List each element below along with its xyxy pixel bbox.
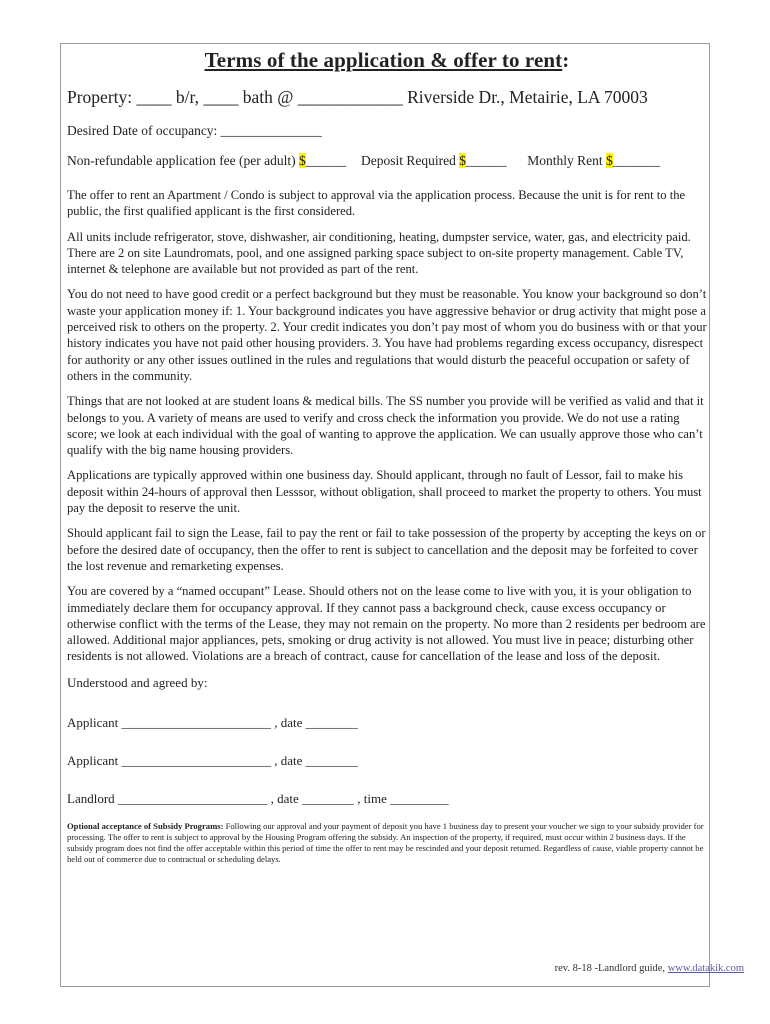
application-fee-blank: ______: [305, 153, 347, 168]
applicant-signature-line-1: Applicant _______________________ , date ________: [67, 714, 358, 730]
deposit-dollar: $: [459, 153, 467, 168]
document-title-text: Terms of the application & offer to rent: [204, 48, 563, 72]
footer-website-link[interactable]: www.datakik.com: [667, 963, 744, 974]
applicant-signature-line-2: Applicant _______________________ , date ________: [67, 752, 358, 768]
application-fee-label: Non-refundable application fee (per adult): [67, 153, 300, 168]
paragraph-included-utilities: All units include refrigerator, stove, dishwasher, air conditioning, heating, dumpster service, water, gas, and electricity paid. There are 2 on site Laundromats, pool, and one assigned parking space subject to on-site property management. Cable TV, internet & telephone are available but not provided as part of the rent.: [67, 229, 691, 277]
paragraph-background-requirements: You do not need to have good credit or a perfect background but they must be reasonable. You know your background so don’t waste your application money if: 1. Your background indicates you have aggressive behavior or drug activity that might pose a perceived risk to others on the property. 2. Your credit indicates you don’t pay most of whom you do business with or that your history indicates you have not paid other housing providers. 3. You have had problems regarding excess occupancy, disrespect for authority or any other issues outlined in the rules and regulations that would disturb the peaceful occupation or safety of others in the community.: [67, 287, 707, 383]
paragraph-lease-signing: Should applicant fail to sign the Lease, fail to pay the rent or fail to take possession of the property by accepting the keys on or before the desired date of occupancy, then the offer to rent is subject to cancellation and the deposit may be forfeited to cover the lost revenue and remarketing expenses.: [67, 526, 706, 573]
deposit-blank: ______: [466, 153, 507, 168]
fees-line: [67, 153, 707, 169]
paragraph-named-occupant: You are covered by a “named occupant” Lease. Should others not on the lease come to live with you, it is your obligation to immediately declare them for occupancy approval. If they cannot pass a background check, cause excess occupancy or otherwise conflict with the terms of the Lease, they may not remain on the property. No more than 2 residents per bedroom are allowed. Additional major appliances, pets, smoking or drug activity is not allowed. You must live in peace; disturbing other residents is not allowed. Violations are a breach of contract, cause for cancellation of the lease and loss of the deposit.: [67, 584, 706, 664]
footer-revision: rev. 8-18 -Landlord guide,: [554, 963, 668, 974]
subsidy-programs-note: [67, 821, 707, 866]
landlord-signature-line: Landlord _______________________ , date ________ , time _________: [67, 790, 449, 806]
paragraph-approval-timing: Applications are typically approved within one business day. Should applicant, through no fault of Lessor, fail to make his deposit within 24-hours of approval then Lesssor, without obligation, shall proceed to market the property to others. You must pay the deposit to reserve the unit.: [67, 468, 702, 516]
monthly-rent-blank: _______: [612, 153, 661, 168]
footer: [555, 963, 744, 974]
document-content: [67, 44, 707, 866]
document-title: [67, 48, 707, 73]
monthly-rent-dollar: $: [606, 153, 613, 168]
application-fee-dollar: $: [299, 153, 306, 168]
document-title-colon: :: [562, 48, 570, 72]
paragraph-verification: Things that are not looked at are student loans & medical bills. The SS number you provide will be verified as valid and that it belongs to you. A variety of means are used to verify and cross check the information you provide. We do not use a rating score; we look at each individual with the goal of wanting to approve the application. We can usually approve those who can’t qualify with the big name housing providers.: [67, 394, 704, 458]
desired-occupancy-date: Desired Date of occupancy: _______________: [67, 123, 322, 138]
subsidy-programs-label: Optional acceptance of Subsidy Programs:: [67, 820, 224, 831]
subsidy-programs-text: Following our approval and your payment of deposit you have 1 business day to present your voucher we sign to your subsidy provider for processing. The offer to rent is subject to approval by the Housing Program offering the subsidy. An inspection of the property, if required, must occur within 2 business days. If the subsidy program does not find the offer acceptable within this period of time the offer to rent may be rescinded and your deposit returned. Regardless of cause, viable property cannot be held out of commerce due to contractual or scheduling delays.: [67, 820, 704, 865]
understood-agreed-heading: Understood and agreed by:: [67, 674, 208, 690]
property-line: Property: ____ b/r, ____ bath @ ____________ Riverside Dr., Metairie, LA 70003: [67, 87, 648, 107]
deposit-label: Deposit Required: [361, 153, 460, 168]
monthly-rent-label: Monthly Rent: [527, 153, 607, 168]
paragraph-approval-process: The offer to rent an Apartment / Condo is subject to approval via the application process. Because the unit is for rent to the public, the first qualified applicant is the first considered.: [67, 188, 686, 219]
